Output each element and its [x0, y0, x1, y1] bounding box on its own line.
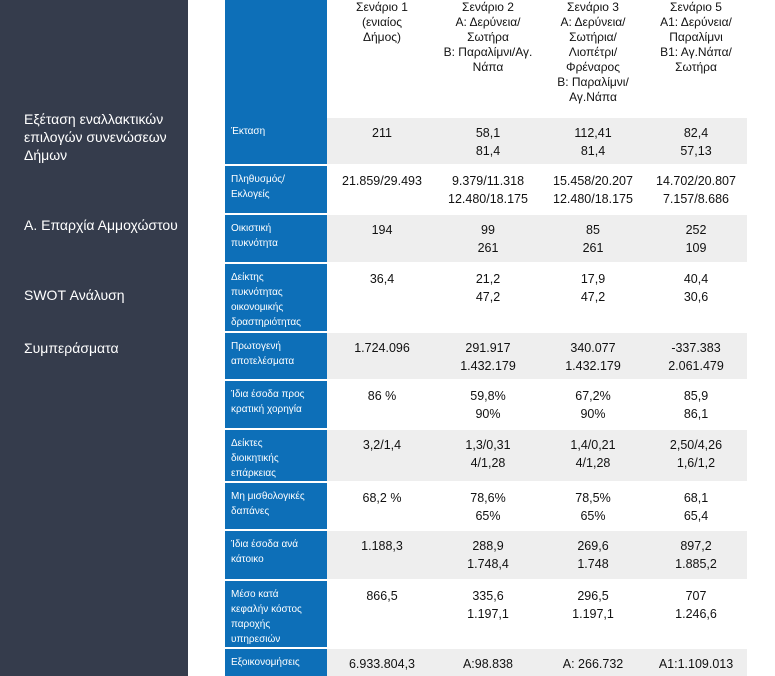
- table-cell: 335,6 1.197,1: [467, 589, 509, 621]
- sidebar-item-alternatives[interactable]: Εξέταση εναλλακτικών επιλογών συνενώσεων Δήμων: [24, 111, 167, 163]
- table-cell: 707 1.246,6: [675, 589, 717, 621]
- table-cell: 1.188,3: [361, 539, 403, 553]
- row-label: Ίδια έσοδα προς κρατική χορηγία: [225, 381, 327, 428]
- row-label: Ίδια έσοδα ανά κάτοικο: [225, 531, 327, 579]
- table-cell: 86 %: [367, 389, 397, 403]
- table-cell: 3,2/1,4: [362, 438, 402, 452]
- table-cell: 269,6 1.748: [577, 539, 609, 571]
- row-label: Πρωτογενή αποτελέσματα: [225, 333, 327, 379]
- sidebar: [0, 0, 188, 676]
- table-cell: 2,50/4,26 1,6/1,2: [669, 438, 723, 470]
- sidebar-item-swot[interactable]: SWOT Ανάλυση: [24, 287, 125, 303]
- comparison-table: [225, 0, 747, 676]
- table-cell: 296,5 1.197,1: [572, 589, 614, 621]
- table-cell: 85 261: [582, 223, 604, 255]
- header-scenario-2: Σενάριο 2 Α: Δερύνεια/ Σωτήρα Β: Παραλίμνι/Αγ. Νάπα: [443, 0, 533, 74]
- table-row: [225, 531, 747, 579]
- table-cell: 291.917 1.432.179: [460, 341, 516, 373]
- table-cell: 194: [371, 223, 393, 237]
- table-row: [225, 381, 747, 428]
- table-cell: 6.933.804,3: [348, 657, 416, 671]
- table-row: [225, 215, 747, 262]
- row-label: Δείκτες διοικητικής επάρκειας: [225, 430, 327, 481]
- row-label: Μέσο κατά κεφαλήν κόστος παροχής υπηρεσιών: [225, 581, 327, 647]
- table-cell: 9.379/11.318 12.480/18.175: [448, 174, 528, 206]
- table-cell: Α: 266.732: [562, 657, 624, 671]
- table-cell: 78,6% 65%: [470, 491, 506, 523]
- table-cell: 1,4/0,21 4/1,28: [570, 438, 616, 470]
- table-cell: 866,5: [366, 589, 398, 603]
- table-cell: 15.458/20.207 12.480/18.175: [553, 174, 633, 206]
- table-cell: 40,4 30,6: [683, 272, 709, 304]
- table-header-label-cell: [225, 0, 327, 118]
- sidebar-item-conclusions[interactable]: Συμπεράσματα: [24, 340, 119, 356]
- table-cell: 340.077 1.432.179: [565, 341, 621, 373]
- row-label: Δείκτης πυκνότητας οικονομικής δραστηριότητας: [225, 264, 327, 331]
- table-row: [225, 581, 747, 647]
- table-cell: 99 261: [477, 223, 499, 255]
- sidebar-item-famagusta[interactable]: Α. Επαρχία Αμμοχώστου: [24, 217, 178, 233]
- table-cell: 1.724.096: [354, 341, 410, 355]
- header-scenario-5: Σενάριο 5 Α1: Δερύνεια/ Παραλίμνι Β1: Αγ.Νάπα/ Σωτήρα: [660, 0, 732, 74]
- table-cell: Α1:1.109.013: [658, 657, 734, 671]
- table-cell: 78,5% 65%: [575, 491, 611, 523]
- table-row: [225, 166, 747, 213]
- table-cell: Α:98.838: [462, 657, 514, 671]
- table-row: [225, 430, 747, 481]
- table-cell: 14.702/20.807 7.157/8.686: [656, 174, 736, 206]
- table-cell: 21.859/29.493: [342, 174, 422, 188]
- row-label: Μη μισθολογικές δαπάνες: [225, 483, 327, 529]
- table-cell: -337.383 2.061.479: [668, 341, 724, 373]
- table-cell: 17,9 47,2: [580, 272, 606, 304]
- table-cell: 59,8% 90%: [470, 389, 506, 421]
- header-scenario-1: Σενάριο 1 (ενιαίος Δήμος): [356, 0, 408, 44]
- table-cell: 112,41 81,4: [574, 126, 612, 158]
- row-label: Έκταση: [225, 118, 327, 164]
- row-label: Εξοικονομήσεις: [225, 649, 327, 676]
- table-cell: 21,2 47,2: [475, 272, 501, 304]
- row-label: Οικιστική πυκνότητα: [225, 215, 327, 262]
- table-cell: 67,2% 90%: [575, 389, 611, 421]
- table-row: [225, 483, 747, 529]
- row-label: Πληθυσμός/ Εκλογείς: [225, 166, 327, 213]
- table-row: [225, 118, 747, 164]
- table-row: [225, 649, 747, 676]
- table-cell: 58,1 81,4: [475, 126, 501, 158]
- table-cell: 68,1 65,4: [683, 491, 709, 523]
- table-cell: 252 109: [685, 223, 707, 255]
- table-cell: 897,2 1.885,2: [675, 539, 717, 571]
- table-cell: 68,2 %: [362, 491, 402, 505]
- table-row: [225, 264, 747, 331]
- table-cell: 1,3/0,31 4/1,28: [465, 438, 511, 470]
- table-cell: 85,9 86,1: [683, 389, 709, 421]
- table-cell: 211: [372, 126, 392, 140]
- table-row: [225, 333, 747, 379]
- header-scenario-3: Σενάριο 3 Α: Δερύνεια/ Σωτήρια/ Λιοπέτρι/ Φρέναρος Β: Παραλίμνι/ Αγ.Νάπα: [557, 0, 629, 104]
- table-cell: 288,9 1.748,4: [467, 539, 509, 571]
- table-cell: 36,4: [369, 272, 395, 286]
- table-cell: 82,4 57,13: [680, 126, 712, 158]
